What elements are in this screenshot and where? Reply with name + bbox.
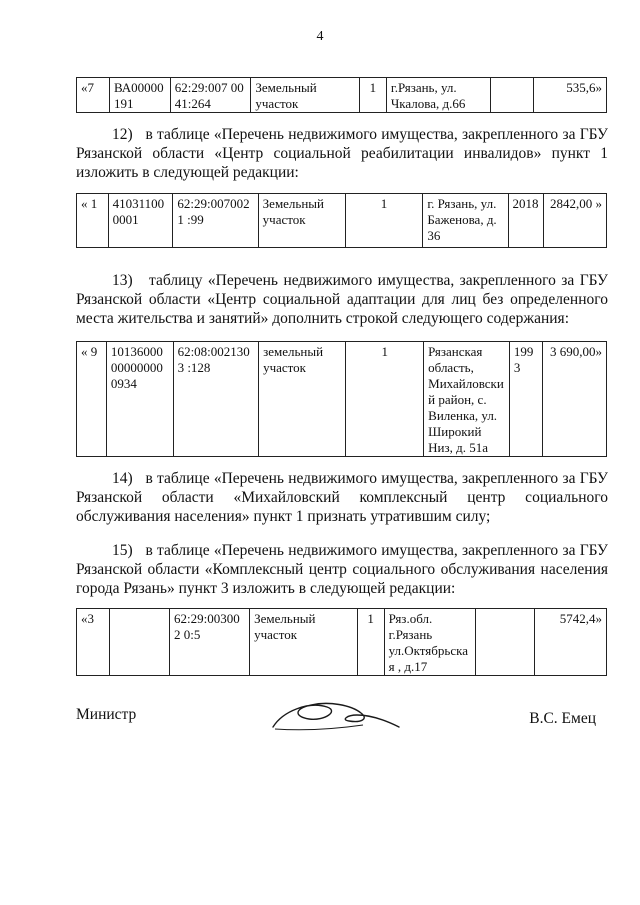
table-row-2 (76, 193, 607, 248)
cell-name: Земельный участок (251, 78, 360, 113)
paragraph-13 (76, 271, 608, 328)
cell-cadastral: 62:29:007 00 41:264 (170, 78, 251, 113)
paragraph-12-text: в таблице «Перечень недвижимого имущества, закрепленного за ГБУ Рязанской области «Центр социальной реабилитации инвалидов» пункт 1 изложить в следующей редакции: (76, 126, 608, 181)
cell-qty: 1 (346, 342, 424, 457)
cell-year: 1993 (509, 342, 543, 457)
signature-name: В.С. Емец (529, 710, 596, 727)
signature-position: Министр (76, 706, 137, 723)
cell-address: г.Рязань, ул. Чкалова, д.66 (386, 78, 491, 113)
cell-value: 3 690,00» (543, 342, 607, 457)
table-row-4 (76, 608, 607, 676)
cell-value: 2842,00 » (543, 194, 606, 248)
cell-address: Ряз.обл. г.Рязань ул.Октябрьская , д.17 (384, 609, 476, 676)
cell-cadastral: 62:08:0021303 :128 (173, 342, 259, 457)
cell-value: 5742,4» (534, 609, 606, 676)
paragraph-13-number: 13) (112, 272, 133, 289)
cell-num: « 1 (77, 194, 109, 248)
cell-year: 2018 (508, 194, 543, 248)
cell-cadastral: 62:29:003002 0:5 (170, 609, 250, 676)
cell-code: ВА00000 191 (109, 78, 170, 113)
cell-name: Земельный участок (250, 609, 358, 676)
paragraph-15-text: в таблице «Перечень недвижимого имущества, закрепленного за ГБУ Рязанской области «Комплексный центр социального обслуживания населения города Рязань» пункт 3 изложить в следующей редакции: (76, 542, 608, 597)
cell-code (109, 609, 169, 676)
paragraph-14 (76, 469, 608, 526)
page-number: 4 (316, 29, 324, 44)
cell-qty: 1 (357, 609, 384, 676)
handwritten-signature (265, 693, 405, 743)
paragraph-14-text: в таблице «Перечень недвижимого имущества, закрепленного за ГБУ Рязанской области «Михайловский комплексный центр социального обслуживания населения» пункт 1 признать утратившим силу; (76, 470, 608, 525)
cell-qty: 1 (345, 194, 423, 248)
cell-num: « 9 (77, 342, 107, 457)
table-row-3 (76, 341, 607, 457)
table-row-1 (76, 77, 607, 113)
cell-num: «3 (77, 609, 110, 676)
paragraph-13-text: таблицу «Перечень недвижимого имущества, закрепленного за ГБУ Рязанской области «Центр социальной адаптации для лиц без определенного места жительства и занятий» дополнить строкой следующего содержания: (76, 272, 609, 327)
paragraph-12-number: 12) (112, 126, 133, 143)
cell-cadastral: 62:29:0070021 :99 (173, 194, 258, 248)
cell-code: 10136000 00000000 0934 (106, 342, 173, 457)
cell-code: 41031100 0001 (108, 194, 173, 248)
cell-year (476, 609, 534, 676)
cell-address: г. Рязань, ул. Баженова, д. 36 (423, 194, 508, 248)
paragraph-12 (76, 125, 608, 182)
cell-value: 535,6» (534, 78, 607, 113)
cell-year (491, 78, 534, 113)
paragraph-15-number: 15) (112, 542, 133, 559)
paragraph-15 (76, 541, 608, 598)
cell-address: Рязанская область, Михайловски й район, с. Виленка, ул. Широкий Низ, д. 51а (424, 342, 510, 457)
cell-name: Земельный участок (258, 194, 345, 248)
cell-name: земельный участок (259, 342, 346, 457)
cell-qty: 1 (359, 78, 386, 113)
paragraph-14-number: 14) (112, 470, 133, 487)
cell-num: «7 (77, 78, 110, 113)
